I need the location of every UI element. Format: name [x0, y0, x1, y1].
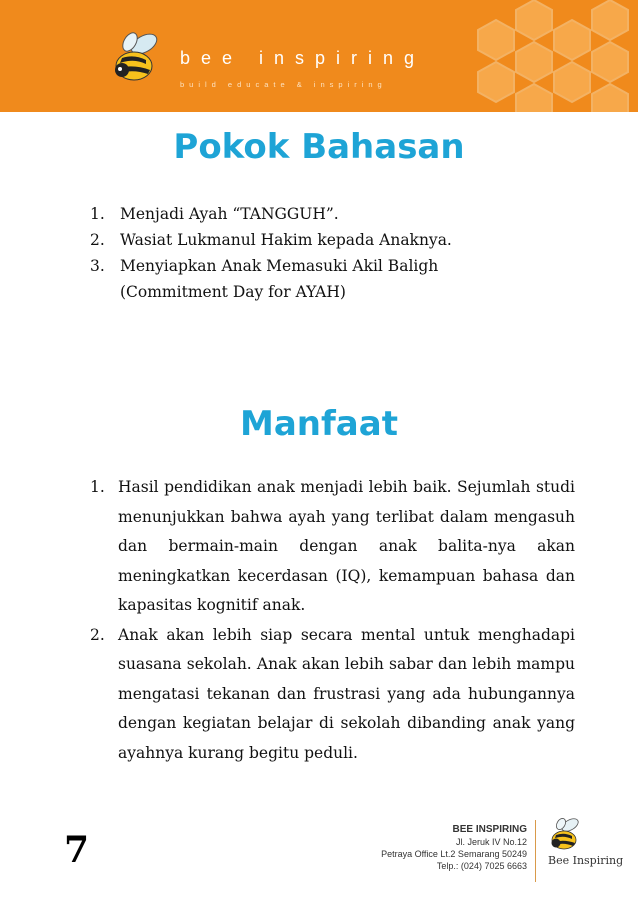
item-number: 2. — [90, 231, 105, 249]
bee-icon — [100, 30, 170, 90]
item-text: Anak akan lebih siap secara mental untuk menghadapi suasana sekolah. Anak akan lebih sabar dan lebih mampu mengatasi tekanan dan frustrasi yang ada hubungannya dengan kegiatan belajar di sekolah dibanding anak yang ayahnya kurang begitu peduli. — [118, 625, 575, 762]
item-number: 1. — [90, 205, 105, 223]
item-number: 2. — [90, 625, 105, 644]
page-number: 7 — [64, 829, 90, 871]
section-title-pokok-bahasan: Pokok Bahasan — [173, 127, 465, 167]
item-number: 1. — [90, 478, 105, 496]
item-text: Menjadi Ayah “TANGGUH”. — [120, 205, 339, 223]
topics-list — [90, 201, 530, 305]
list-item — [90, 201, 530, 227]
list-item — [90, 621, 575, 769]
footer-company: BEE INSPIRING — [452, 824, 527, 835]
bee-icon — [542, 816, 588, 856]
item-text: Hasil pendidikan anak menjadi lebih baik. Sejumlah studi menunjukkan bahwa ayah yang terlibat dalam mengasuh dan bermain-main dengan anak balita-nya akan meningkatkan kecerdasan (IQ), kemampuan bahasa dan kapasitas kognitif anak. — [118, 478, 575, 614]
footer-phone: Telp.: (024) 7025 6663 — [436, 861, 527, 871]
honeycomb-pattern — [408, 0, 638, 112]
list-item — [90, 253, 530, 305]
header-banner — [0, 0, 638, 112]
footer-address — [381, 824, 527, 872]
item-text: Wasiat Lukmanul Hakim kepada Anaknya. — [120, 231, 452, 249]
footer-logo-text: Bee Inspiring — [548, 854, 624, 867]
footer-divider — [535, 820, 536, 882]
footer-address-line-2: Petraya Office Lt.2 Semarang 50249 — [381, 849, 527, 859]
footer-address-line-1: Jl. Jeruk IV No.12 — [455, 837, 527, 847]
section-title-manfaat: Manfaat — [240, 404, 398, 444]
list-item — [90, 227, 530, 253]
brand-name: bee inspiring — [180, 48, 426, 68]
list-item — [90, 473, 575, 621]
footer-contact — [360, 812, 630, 892]
brand-tagline: build educate & inspiring — [180, 80, 387, 89]
benefits-list — [90, 473, 575, 768]
item-number: 3. — [90, 257, 105, 275]
item-text: Menyiapkan Anak Memasuki Akil Baligh (Commitment Day for AYAH) — [120, 257, 439, 301]
